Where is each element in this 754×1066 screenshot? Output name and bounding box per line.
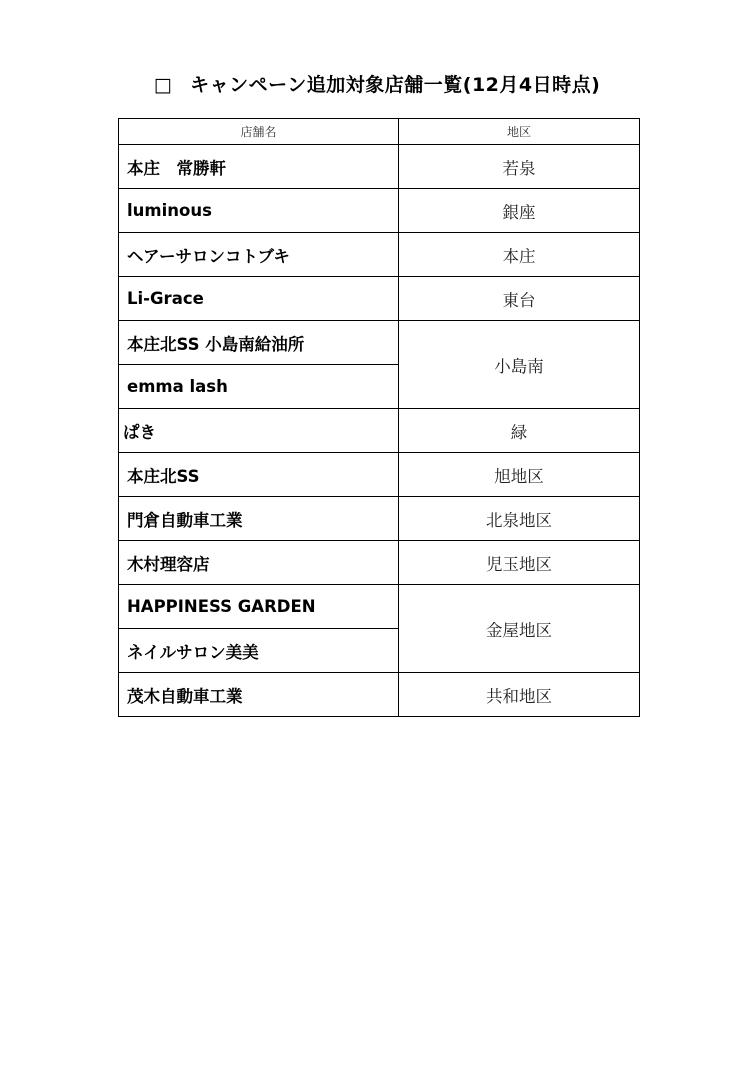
table-header-row (119, 119, 640, 145)
store-name-cell: 本庄北SS (119, 453, 399, 497)
store-name-cell: Li-Grace (119, 277, 399, 321)
store-name-cell: ぱき (119, 409, 399, 453)
region-cell: 共和地区 (399, 673, 640, 717)
region-cell: 旭地区 (399, 453, 640, 497)
table-row (119, 673, 640, 717)
table-row (119, 233, 640, 277)
region-cell-merged: 小島南 (399, 321, 640, 409)
store-table (118, 118, 640, 717)
store-name-cell: emma lash (119, 365, 399, 409)
column-header-store-name: 店舗名 (119, 119, 399, 145)
table-row (119, 409, 640, 453)
region-cell: 北泉地区 (399, 497, 640, 541)
store-name-cell: 本庄北SS 小島南給油所 (119, 321, 399, 365)
region-cell: 若泉 (399, 145, 640, 189)
column-header-region: 地区 (399, 119, 640, 145)
store-name-cell: 門倉自動車工業 (119, 497, 399, 541)
store-name-cell: 木村理容店 (119, 541, 399, 585)
page-title-text: キャンペーン追加対象店舗一覧(12月4日時点) (190, 74, 601, 96)
region-cell: 緑 (399, 409, 640, 453)
region-cell: 東台 (399, 277, 640, 321)
table-row (119, 453, 640, 497)
checkbox-square-icon: □ (153, 74, 173, 96)
table-row (119, 497, 640, 541)
table-row (119, 321, 640, 365)
table-row (119, 541, 640, 585)
region-cell: 銀座 (399, 189, 640, 233)
table-row (119, 189, 640, 233)
region-cell-merged: 金屋地区 (399, 585, 640, 673)
store-name-cell: HAPPINESS GARDEN (119, 585, 399, 629)
table-row (119, 585, 640, 629)
region-cell: 本庄 (399, 233, 640, 277)
store-name-cell: luminous (119, 189, 399, 233)
store-name-cell: ネイルサロン美美 (119, 629, 399, 673)
table-row (119, 145, 640, 189)
store-name-cell: 本庄 常勝軒 (119, 145, 399, 189)
page-title (0, 70, 754, 97)
region-cell: 児玉地区 (399, 541, 640, 585)
store-name-cell: ヘアーサロンコトブキ (119, 233, 399, 277)
table-row (119, 277, 640, 321)
store-name-cell: 茂木自動車工業 (119, 673, 399, 717)
